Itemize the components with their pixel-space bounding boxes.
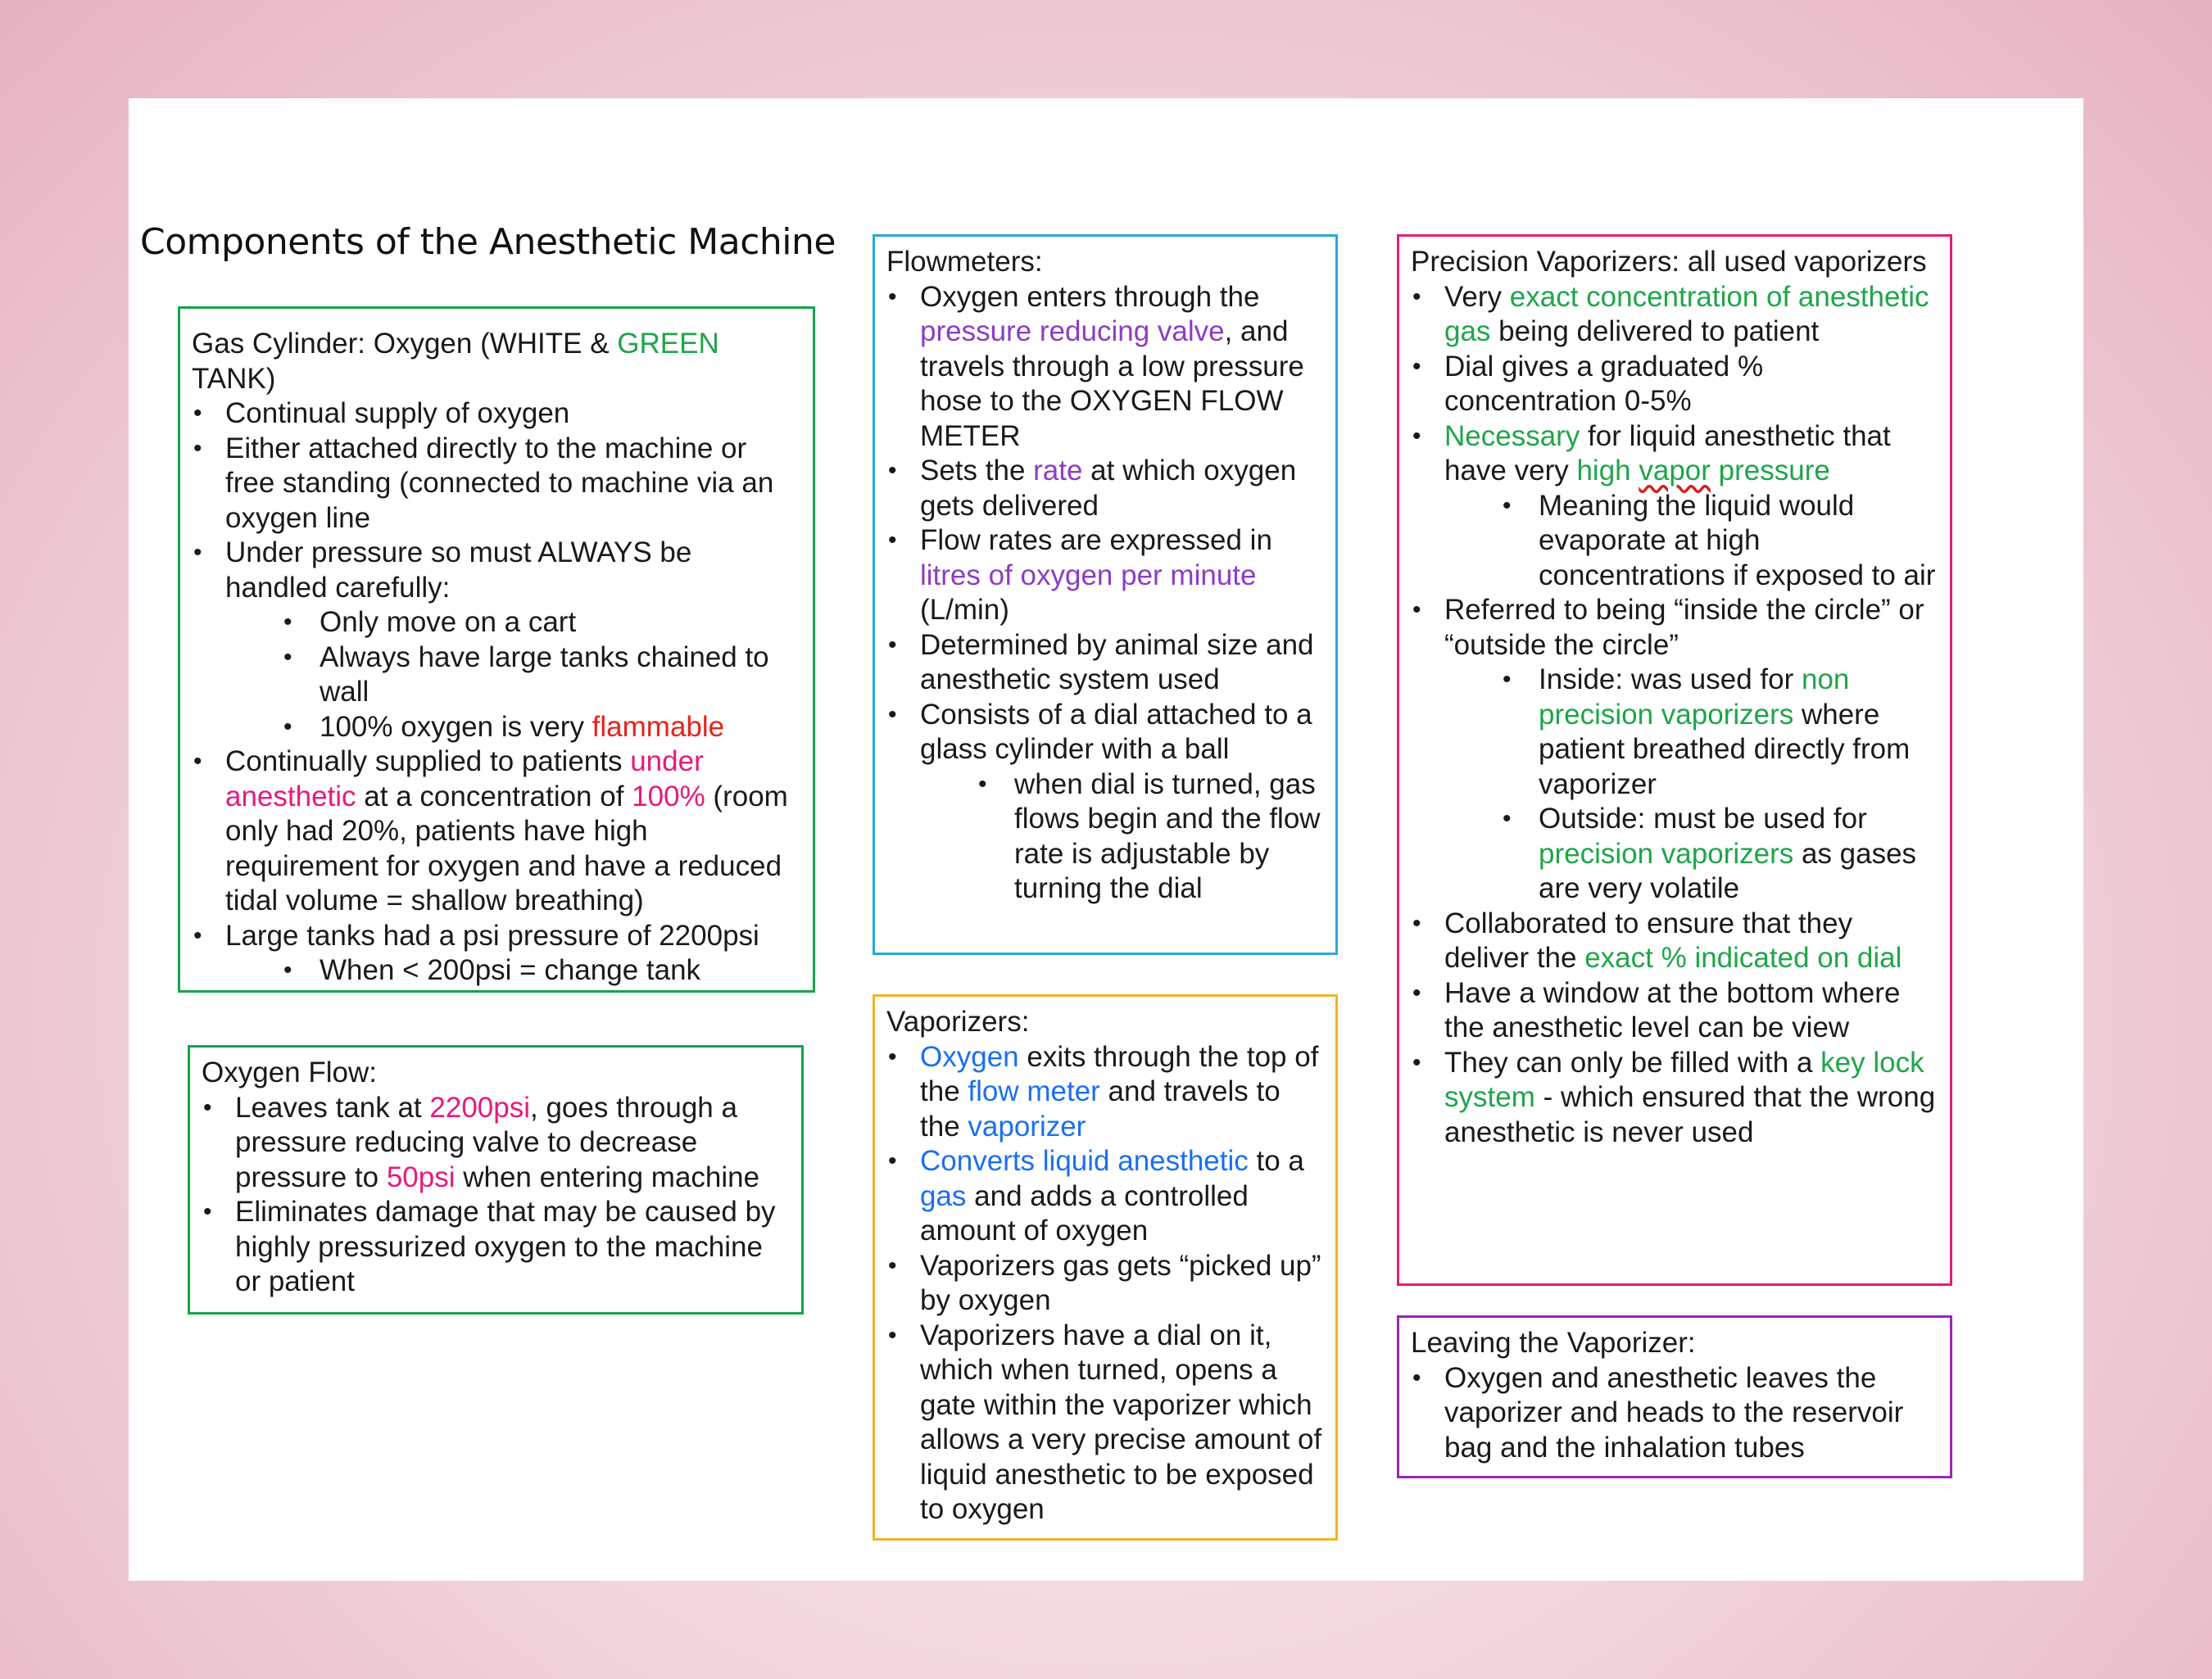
bullet-text: Under pressure so must ALWAYS be handled carefully: [225, 536, 692, 604]
flowmeters-box [873, 234, 1338, 955]
green-highlight: precision vaporizers [1539, 837, 1794, 870]
bullet-text: , goes through a pressure reducing valve to decrease pressure to [235, 1091, 737, 1193]
bullet-text: Leaves tank at [235, 1091, 430, 1124]
bullet-text: Very [1444, 280, 1510, 313]
slide [129, 98, 2083, 1581]
bullet-text: where patient breathed directly from vaporizer [1539, 698, 1911, 800]
bullet-text: being delivered to patient [1490, 315, 1820, 347]
blue-highlight: vaporizer [968, 1110, 1086, 1143]
bullet-item [1411, 280, 1938, 350]
bullet-item [192, 919, 801, 989]
sub-bullet-item: • When < 200psi = change tank [281, 953, 801, 989]
bullet-item [1411, 419, 1938, 594]
sub-bullet-list [1444, 489, 1938, 594]
title-green-highlight: GREEN [617, 328, 719, 360]
bullet-list [886, 1040, 1324, 1527]
purple-highlight: rate [1033, 455, 1083, 487]
oxygen-flow-box [188, 1045, 804, 1315]
spellcheck-underlined-word: vapor [1639, 455, 1711, 487]
bullet-text: at a concentration of [356, 780, 632, 812]
vaporizers-box [873, 994, 1338, 1541]
sub-bullet-item: • when dial is turned, gas flows begin and the flow rate is adjustable by turning the dial [976, 767, 1324, 907]
bullet-item [192, 536, 801, 744]
page-title: Components of the Anesthetic Machine [140, 221, 836, 263]
bullet-item: • Either attached directly to the machine or free standing (connected to machine via an oxygen line [192, 432, 801, 536]
bullet-item [886, 523, 1324, 628]
sub-bullet-item [1500, 663, 1938, 802]
bullet-item [886, 280, 1324, 455]
bullet-text: Collaborated to ensure that they deliver the [1444, 907, 1853, 974]
green-highlight: non precision vaporizers [1539, 663, 1850, 731]
sub-bullet-item [1500, 802, 1938, 907]
bullet-item [1411, 593, 1938, 907]
bullet-item [886, 1144, 1324, 1249]
bullet-text: 100% oxygen is very [320, 710, 592, 743]
title-text: TANK) [192, 362, 276, 395]
bullet-text: Outside: must be used for [1539, 803, 1867, 835]
bullet-list [192, 396, 801, 989]
bullet-item [886, 1040, 1324, 1145]
pink-highlight: under anesthetic [225, 745, 704, 812]
blue-highlight: gas [920, 1179, 967, 1212]
bullet-text: as gases are very volatile [1539, 837, 1917, 904]
bullet-text: Sets the [920, 455, 1034, 487]
flowmeters-title: Flowmeters: [886, 246, 1043, 278]
bullet-item [1411, 907, 1938, 976]
bullet-text: and travels to the [920, 1075, 1281, 1143]
bullet-item: • Dial gives a graduated % concentration 0-5% [1411, 350, 1938, 419]
bullet-text: Flow rates are expressed in [920, 524, 1272, 556]
sub-bullet-item [281, 710, 801, 745]
bullet-item: • Vaporizers gas gets “picked up” by oxygen [886, 1249, 1324, 1319]
purple-highlight: litres of oxygen per minute [920, 559, 1257, 591]
sub-bullet-list [920, 767, 1324, 907]
green-highlight: high [1576, 455, 1639, 487]
bullet-text: Referred to being “inside the circle” or “outside the circle” [1444, 594, 1924, 661]
title-text: Gas Cylinder: Oxygen (WHITE & [192, 328, 618, 360]
bullet-list [1411, 1361, 1938, 1466]
bullet-text: (room only had 20%, patients have high requirement for oxygen and have a reduced tidal volume = shallow breathing) [225, 780, 788, 916]
bullet-item [886, 698, 1324, 907]
bullet-text: Continually supplied to patients [225, 745, 631, 777]
bullet-item [192, 744, 801, 919]
bullet-text: , and travels through a low pressure hose to the OXYGEN FLOW METER [920, 315, 1304, 452]
green-highlight: pressure [1710, 455, 1830, 487]
bullet-item: • Continual supply of oxygen [192, 396, 801, 432]
purple-highlight: pressure reducing valve [920, 315, 1225, 347]
sub-bullet-item: • Always have large tanks chained to wall [281, 640, 801, 710]
green-highlight: exact % indicated on dial [1584, 942, 1902, 974]
oxygen-flow-title: Oxygen Flow: [202, 1057, 377, 1088]
bullet-list [886, 280, 1324, 907]
green-highlight: exact concentration of anesthetic gas [1444, 280, 1929, 347]
sub-bullet-list [1444, 663, 1938, 907]
blue-highlight: Oxygen [920, 1040, 1019, 1073]
bullet-text: They can only be filled with a [1444, 1046, 1821, 1079]
bullet-item: • Oxygen and anesthetic leaves the vaporizer and heads to the reservoir bag and the inhalation tubes [1411, 1361, 1938, 1466]
gas-cylinder-box [178, 306, 815, 993]
bullet-text: and adds a controlled amount of oxygen [920, 1179, 1249, 1247]
bullet-item [886, 454, 1324, 523]
bullet-text: at which oxygen gets delivered [920, 455, 1297, 522]
bullet-text: for liquid anesthetic that have very [1444, 419, 1891, 487]
bullet-text: to a [1248, 1145, 1304, 1177]
sub-bullet-item: • Only move on a cart [281, 605, 801, 640]
blue-highlight: Converts liquid anesthetic [920, 1145, 1249, 1177]
green-highlight: Necessary [1444, 419, 1580, 452]
bullet-item: • Determined by animal size and anesthetic system used [886, 628, 1324, 698]
bullet-text: Large tanks had a psi pressure of 2200psi [225, 919, 759, 952]
sub-bullet-item: • Meaning the liquid would evaporate at high concentrations if exposed to air [1500, 489, 1938, 594]
bullet-item: • Have a window at the bottom where the anesthetic level can be view [1411, 976, 1938, 1046]
bullet-text: (L/min) [920, 594, 1009, 626]
green-highlight: key lock system [1444, 1046, 1924, 1113]
bullet-item [202, 1091, 790, 1196]
bullet-text: exits through the top of the [920, 1040, 1319, 1107]
bullet-item: • Vaporizers have a dial on it, which when turned, opens a gate within the vaporizer which allows a very precise amount of liquid anesthetic to be exposed to oxygen [886, 1319, 1324, 1527]
bullet-list [202, 1091, 790, 1300]
blue-highlight: flow meter [968, 1075, 1100, 1107]
bullet-text: - which ensured that the wrong anesthetic is never used [1444, 1081, 1936, 1148]
bullet-text: Consists of a dial attached to a glass cylinder with a ball [920, 698, 1312, 765]
precision-vaporizers-box [1397, 234, 1952, 1286]
bullet-list [1411, 280, 1938, 1151]
sub-bullet-list [225, 605, 801, 744]
precision-vaporizers-title: Precision Vaporizers: all used vaporizers [1411, 246, 1927, 278]
leaving-vaporizer-box [1397, 1315, 1952, 1478]
pink-highlight: 2200psi [429, 1091, 530, 1124]
bullet-text: Inside: was used for [1539, 663, 1802, 695]
pink-highlight: 100% [632, 780, 705, 812]
bullet-item: • Eliminates damage that may be caused by highly pressurized oxygen to the machine or patient [202, 1195, 790, 1300]
sub-bullet-list [225, 953, 801, 989]
gas-cylinder-title [192, 327, 801, 396]
pink-highlight: 50psi [386, 1161, 456, 1193]
red-highlight: flammable [592, 710, 725, 743]
bullet-text: when entering machine [455, 1161, 760, 1193]
leaving-vaporizer-title: Leaving the Vaporizer: [1411, 1327, 1696, 1359]
bullet-item [1411, 1046, 1938, 1151]
vaporizers-title: Vaporizers: [886, 1006, 1030, 1038]
bullet-text: Oxygen enters through the [920, 280, 1260, 313]
